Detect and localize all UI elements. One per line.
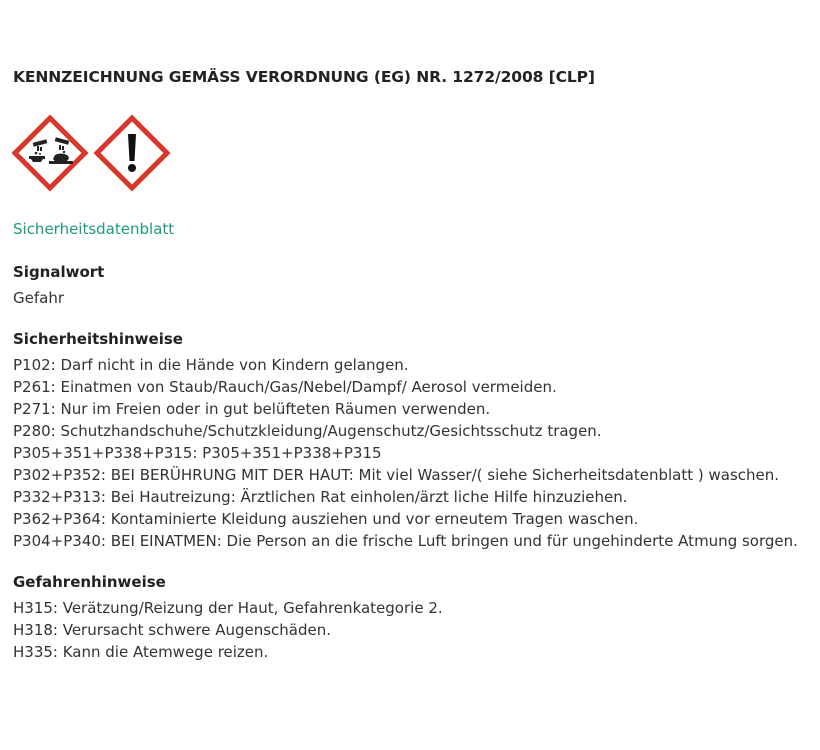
hazard-statements-section — [13, 571, 813, 663]
signal-word-title: Signalwort — [13, 263, 105, 281]
precautionary-statements-section — [13, 328, 813, 552]
ghs-pictograms — [11, 114, 171, 192]
signal-word-value: Gefahr — [13, 289, 64, 307]
precautionary-statement: P302+P352: BEI BERÜHRUNG MIT DER HAUT: Mit viel Wasser/( siehe Sicherheitsdatenblatt ) waschen. — [13, 466, 780, 484]
hazard-statements-title: Gefahrenhinweise — [13, 573, 166, 591]
precautionary-statement: P304+P340: BEI EINATMEN: Die Person an die frische Luft bringen und für ungehinderte Atmung sorgen. — [13, 532, 798, 550]
page-heading: KENNZEICHNUNG GEMÄSS VERORDNUNG (EG) NR. 1272/2008 [CLP] — [13, 68, 595, 86]
safety-data-sheet-link[interactable]: Sicherheitsdatenblatt — [13, 220, 175, 238]
precautionary-statement: P305+351+P338+P315: P305+351+P338+P315 — [13, 444, 382, 462]
signal-word-section — [13, 261, 813, 309]
precautionary-statement: P332+P313: Bei Hautreizung: Ärztlichen Rat einholen/ärzt liche Hilfe hinzuziehen. — [13, 488, 628, 506]
precautionary-statement: P280: Schutzhandschuhe/Schutzkleidung/Augenschutz/Gesichtsschutz tragen. — [13, 422, 602, 440]
ghs05-corrosion-icon — [11, 114, 89, 192]
precautionary-statement: P261: Einatmen von Staub/Rauch/Gas/Nebel/Dampf/ Aerosol vermeiden. — [13, 378, 557, 396]
hazard-statement: H335: Kann die Atemwege reizen. — [13, 643, 269, 661]
hazard-statement: H315: Verätzung/Reizung der Haut, Gefahrenkategorie 2. — [13, 599, 443, 617]
precautionary-statements-title: Sicherheitshinweise — [13, 330, 183, 348]
hazard-statement: H318: Verursacht schwere Augenschäden. — [13, 621, 332, 639]
ghs07-exclamation-mark-icon — [93, 114, 171, 192]
precautionary-statement: P362+P364: Kontaminierte Kleidung ausziehen und vor erneutem Tragen waschen. — [13, 510, 639, 528]
precautionary-statement: P271: Nur im Freien oder in gut belüfteten Räumen verwenden. — [13, 400, 491, 418]
precautionary-statement: P102: Darf nicht in die Hände von Kindern gelangen. — [13, 356, 409, 374]
